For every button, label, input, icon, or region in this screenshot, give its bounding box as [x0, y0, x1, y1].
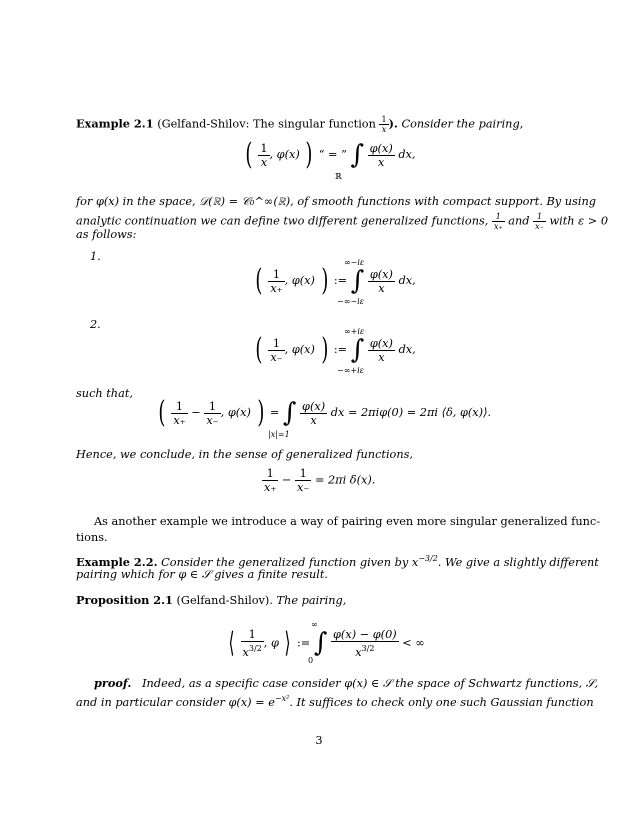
prop-title: (Gelfand-Shilov). — [176, 594, 273, 607]
example22-label: Example 2.2. — [76, 554, 158, 569]
list-number-2: 2. — [90, 318, 101, 331]
prop-tail: < ∞ — [402, 636, 425, 650]
diff-f1-fraction — [171, 400, 187, 427]
integral-sign: ∫ — [313, 628, 328, 659]
diff-relation: = — [269, 406, 280, 419]
para1-line2a: analytic continuation we can define two different generalized functions, — [76, 214, 489, 228]
concl-f1-den: x₊ — [264, 481, 277, 494]
title-frac-den: x — [381, 125, 387, 134]
item2-rhs-den: x — [378, 350, 385, 364]
item2-rhs-num: φ(x) — [369, 336, 393, 350]
item2-upper-limit: ∞+iε — [344, 327, 365, 336]
item2-rhs-fraction — [368, 337, 395, 364]
integral-sign: ∫ — [282, 398, 297, 428]
proof-line2-sup: −x² — [274, 694, 290, 703]
eq1-rhs-den: x — [377, 155, 385, 169]
example-label: Example 2.1 — [76, 116, 154, 131]
inline-frac-xplus-num: 1 — [492, 212, 505, 222]
prop-rhs-den: $x^{3/2}$ — [355, 644, 375, 659]
diff-f2-num: 1 — [204, 400, 220, 414]
inline-frac-xminus-num: 1 — [533, 212, 546, 222]
eq1-lhs-phi: , φ(x) — [269, 148, 300, 161]
equation-difference: ( $\frac{1}{x_+}$ − $\frac{1}{x_-}$ , φ(x) ) = ∫ $\frac{\varphi(x)}{x}$ dx = 2πiφ(0) = 2πi ⟨δ, φ(x)⟩. — [158, 395, 492, 430]
hence-text: Hence, we conclude, in the sense of generalized functions, — [76, 448, 414, 461]
example22-sup: −3/2 — [418, 554, 438, 563]
prop-phi: , φ — [263, 636, 279, 650]
eq1-lhs-den: x — [260, 155, 268, 169]
list-number-1: 1. — [90, 250, 101, 263]
item1-upper-limit: ∞−iε — [344, 258, 365, 267]
item2-lhs-num: 1 — [268, 337, 284, 351]
diff-f1-num: 1 — [171, 400, 187, 414]
eq1-rhs-num: φ(x) — [369, 141, 393, 155]
prop-text: The pairing, — [276, 594, 347, 607]
diff-rhs-den: x — [310, 413, 317, 427]
item2-dx: dx, — [398, 343, 416, 356]
item1-lhs-den: x₊ — [270, 281, 283, 295]
example-title: (Gelfand-Shilov: The singular function — [157, 117, 376, 131]
proof-line2b: . It suffices to check only one such Gaussian function — [289, 695, 594, 709]
prop-label: Proposition 2.1 — [76, 593, 173, 607]
item1-rhs-den: x — [378, 281, 385, 295]
integral-sign: ∫ — [350, 140, 365, 170]
eq1-lhs-fraction — [258, 142, 269, 169]
concl-f1-num: 1 — [262, 467, 278, 481]
eq1-rhs-fraction — [368, 142, 395, 169]
equation-item2: ( $\frac{1}{x_-}$ , φ(x) ) := ∫ $\frac{\varphi(x)}{x}$ dx, — [255, 332, 416, 367]
integral-sign: ∫ — [350, 335, 365, 365]
item2-lhs-den: x₋ — [270, 350, 283, 364]
diff-lower-limit: |x|=1 — [268, 430, 290, 439]
equation-pairing-1-over-x: ( $\frac{1}{x}$ , φ(x) ) “ = ” ∫ $\frac{\varphi(x)}{x}$ dx, — [245, 137, 416, 172]
prop-lhs-fraction — [241, 628, 264, 659]
title-fraction — [379, 115, 388, 134]
proof-label: proof. — [94, 676, 132, 690]
proof-line1 — [76, 676, 599, 691]
concl-rhs: = 2πi δ(x). — [314, 473, 376, 487]
example-2-1-line — [76, 115, 564, 134]
concl-f2-den: x₋ — [297, 481, 310, 494]
item1-lhs-num: 1 — [268, 268, 284, 282]
diff-minus: − — [191, 406, 201, 419]
para1-line2c: with ε > 0 — [549, 214, 609, 228]
item1-rhs-num: φ(x) — [369, 267, 393, 281]
item1-dx: dx, — [398, 274, 416, 287]
diff-f1-den: x₊ — [173, 413, 186, 427]
page-number: 3 — [315, 734, 323, 747]
prop-rhs-num: φ(x) − φ(0) — [333, 628, 397, 641]
diff-phi: , φ(x) — [220, 406, 251, 419]
para1-line2b: and — [508, 214, 530, 228]
inline-frac-xminus-den: x₋ — [535, 222, 544, 231]
example-title-close: ). — [388, 116, 398, 131]
eq1-integral-lower: ℝ — [335, 172, 342, 181]
example-2-2-line2: pairing which for φ ∈ 𝒮 gives a finite result. — [76, 568, 328, 581]
item2-lhs-fraction — [268, 337, 284, 364]
concl-f1-fraction — [262, 467, 278, 494]
eq1-dx: dx, — [398, 148, 416, 161]
prop-upper-limit: ∞ — [311, 620, 318, 629]
proof-line2 — [76, 692, 594, 710]
para2-line1: As another example we introduce a way of pairing even more singular generalized func- — [94, 515, 601, 528]
item2-lhs-phi: , φ(x) — [284, 343, 315, 356]
eq1-relation: “ = ” — [318, 148, 347, 161]
example-intro: Consider the pairing, — [401, 117, 524, 131]
item1-lower-limit: −∞−iε — [337, 297, 364, 306]
item1-relation: := — [333, 274, 348, 287]
example22-line1b: . We give a slightly different — [437, 555, 599, 569]
prop-relation: := — [297, 636, 311, 650]
proof-line1-text: Indeed, as a specific case consider φ(x) ∈ 𝒮 the space of Schwartz functions, 𝒮, — [142, 677, 599, 690]
concl-f2-num: 1 — [295, 467, 311, 481]
item1-rhs-fraction — [368, 268, 395, 295]
item2-relation: := — [333, 343, 348, 356]
diff-tail: dx = 2πiφ(0) = 2πi ⟨δ, φ(x)⟩. — [330, 406, 492, 419]
diff-f2-fraction — [204, 400, 220, 427]
prop-rhs-fraction — [331, 628, 399, 659]
equation-conclusion — [262, 467, 375, 494]
diff-f2-den: x₋ — [206, 413, 219, 427]
diff-rhs-fraction — [300, 400, 327, 427]
item1-lhs-fraction — [268, 268, 284, 295]
equation-item1: ( $\frac{1}{x_+}$ , φ(x) ) := ∫ $\frac{\varphi(x)}{x}$ dx, — [255, 263, 416, 298]
para1-line3: as follows: — [76, 228, 137, 241]
prop-lhs-den: $x^{3/2}$ — [242, 644, 262, 659]
concl-minus: − — [281, 473, 292, 487]
title-frac-num: 1 — [381, 115, 387, 124]
item2-lower-limit: −∞+iε — [337, 366, 364, 375]
inline-frac-xplus-den: x₊ — [493, 222, 503, 231]
diff-rhs-num: φ(x) — [302, 399, 326, 413]
prop-lower-limit: 0 — [308, 656, 314, 665]
proof-line2a: and in particular consider φ(x) = e — [76, 695, 275, 709]
eq1-lhs-num: 1 — [260, 141, 268, 155]
item1-lhs-phi: , φ(x) — [284, 274, 315, 287]
integral-sign: ∫ — [350, 266, 365, 296]
equation-proposition: ⟨ $\frac{1}{x^{3/2}}$ , φ ⟩ := ∫ $\frac{\varphi(x) - \varphi(0)}{x^{3/2}}$ < ∞ — [228, 626, 425, 660]
proposition-2-1-line — [76, 593, 564, 608]
such-that-text: such that, — [76, 387, 133, 400]
prop-lhs-num: 1 — [241, 628, 264, 642]
para1-line1: for φ(x) in the space, 𝒟(ℝ) = 𝒞₀^∞(ℝ), of smooth functions with compact support. By using — [76, 195, 596, 208]
para2-line2: tions. — [76, 531, 108, 544]
example22-line1a: Consider the generalized function given by x — [161, 555, 419, 569]
concl-f2-fraction — [295, 467, 311, 494]
